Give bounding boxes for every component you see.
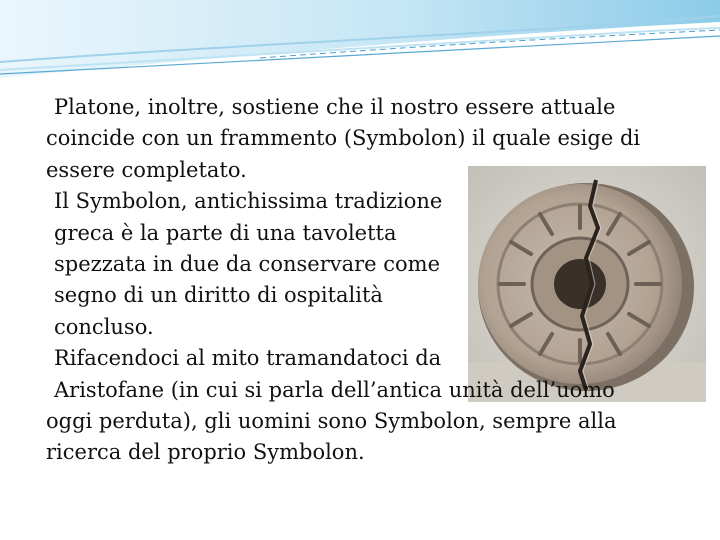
text-line: Il Symbolon, antichissima tradizione — [54, 189, 443, 214]
text-line: spezzata in due da conservare come — [54, 252, 440, 277]
text-line: concluso. — [54, 314, 154, 339]
text-line: greca è la parte di una tavoletta — [54, 220, 397, 245]
text-line: Aristofane (in cui si parla dell’antica unità dell’uomo — [54, 377, 615, 402]
text-line: oggi perduta), gli uomini sono Symbolon, sempre alla — [46, 409, 617, 434]
text-line: essere completato. — [46, 157, 247, 182]
text-line: Rifacendoci al mito tramandatoci da — [54, 346, 442, 371]
body-text — [46, 92, 686, 469]
header-wave-decoration — [0, 0, 720, 90]
text-line: ricerca del proprio Symbolon. — [46, 440, 365, 465]
text-line: segno di un diritto di ospitalità — [54, 283, 383, 308]
text-line: Platone, inoltre, sostiene che il nostro essere attuale — [54, 95, 616, 119]
text-line: coincide con un frammento (Symbolon) il quale esige di — [46, 126, 641, 151]
